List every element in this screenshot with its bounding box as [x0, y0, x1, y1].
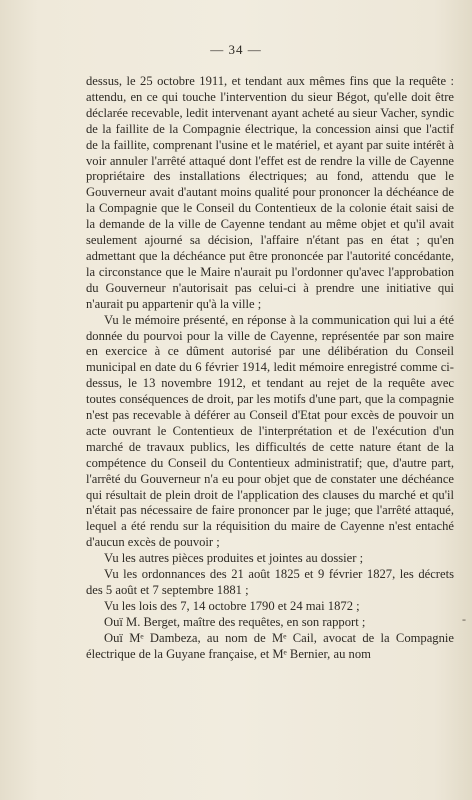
- paragraph-6: Ouï M. Berget, maître des requêtes, en son rapport ;: [104, 614, 366, 629]
- document-body: [86, 74, 454, 663]
- paragraph-4: Vu les ordonnances des 21 août 1825 et 9 février 1827, les décrets des 5 août et 7 septembre 1881 ;: [86, 567, 454, 597]
- margin-mark: -: [462, 612, 466, 626]
- paragraph-7: Ouï Mᵉ Dambeza, au nom de Mᵉ Cail, avocat de la Compagnie électrique de la Guyane française, et Mᵉ Bernier, au nom: [86, 630, 454, 661]
- paragraph-5: Vu les lois des 7, 14 octobre 1790 et 24 mai 1872 ;: [104, 598, 360, 613]
- paragraph-3: Vu les autres pièces produites et jointes au dossier ;: [104, 551, 364, 566]
- paragraph-1: dessus, le 25 octobre 1911, et tendant aux mêmes fins que la requête : attendu, en ce qui touche l'intervention du sieur Bégot, qu'elle doit être déclarée recevable, ledit intervenant ayant acheté au sieur Vacher, syndic de la faillite de la Compagnie électrique, la concession ainsi que l'actif de la faillite, comprenant l'usine et le matériel, et ayant par suite intérêt à voir annuler l'arrêté attaqué dont l'effet est de rendre la ville de Cayenne propriétaire des installations électriques; au fond, attendu que le Gouverneur avait d'autant moins qualité pour prononcer la déchéance de la Compagnie que le Conseil du Contentieux de la colonie était saisi de la demande de la ville de Cayenne tendant au même objet et qu'il avait seulement ajourné sa décision, l'affaire n'étant pas en état ; qu'en admettant que la déchéance put être prononcée par l'autorité concédante, la circonstance que le Maire n'aurait pu l'ordonner qu'avec l'approbation du Gouverneur n'autorisait pas celui-ci à prendre une initiative qui n'aurait pu appartenir qu'à la ville ;: [86, 74, 454, 311]
- page-number: — 34 —: [210, 42, 262, 57]
- paragraph-2: Vu le mémoire présenté, en réponse à la communication qui lui a été donnée du pourvoi pour la ville de Cayenne, représentée par son maire en exercice à ce dûment autorisé par une délibération du Conseil municipal en date du 6 février 1914, ledit mémoire enregistré comme ci-dessus, le 13 novembre 1912, et tendant au rejet de la requête avec toutes conséquences de droit, par les motifs d'une part, que la compagnie n'est pas recevable à déférer au Conseil d'Etat pour excès de pouvoir un acte ouvrant le Contentieux de l'interprétation et de l'exécution d'un marché de travaux publics, les difficultés de cette nature étant de la compétence du Conseil du Contentieux administratif; que, d'autre part, l'arrêté du Gouverneur n'a eu pour objet que de constater une déchéance qui résultait de plein droit de l'application des clauses du marché et qu'il n'était pas nécessaire de faire prononcer par le juge; que l'arrêté attaqué, lequel a été rendu sur la réquisition du maire de Cayenne n'est entaché d'aucun excès de pouvoir ;: [86, 312, 454, 550]
